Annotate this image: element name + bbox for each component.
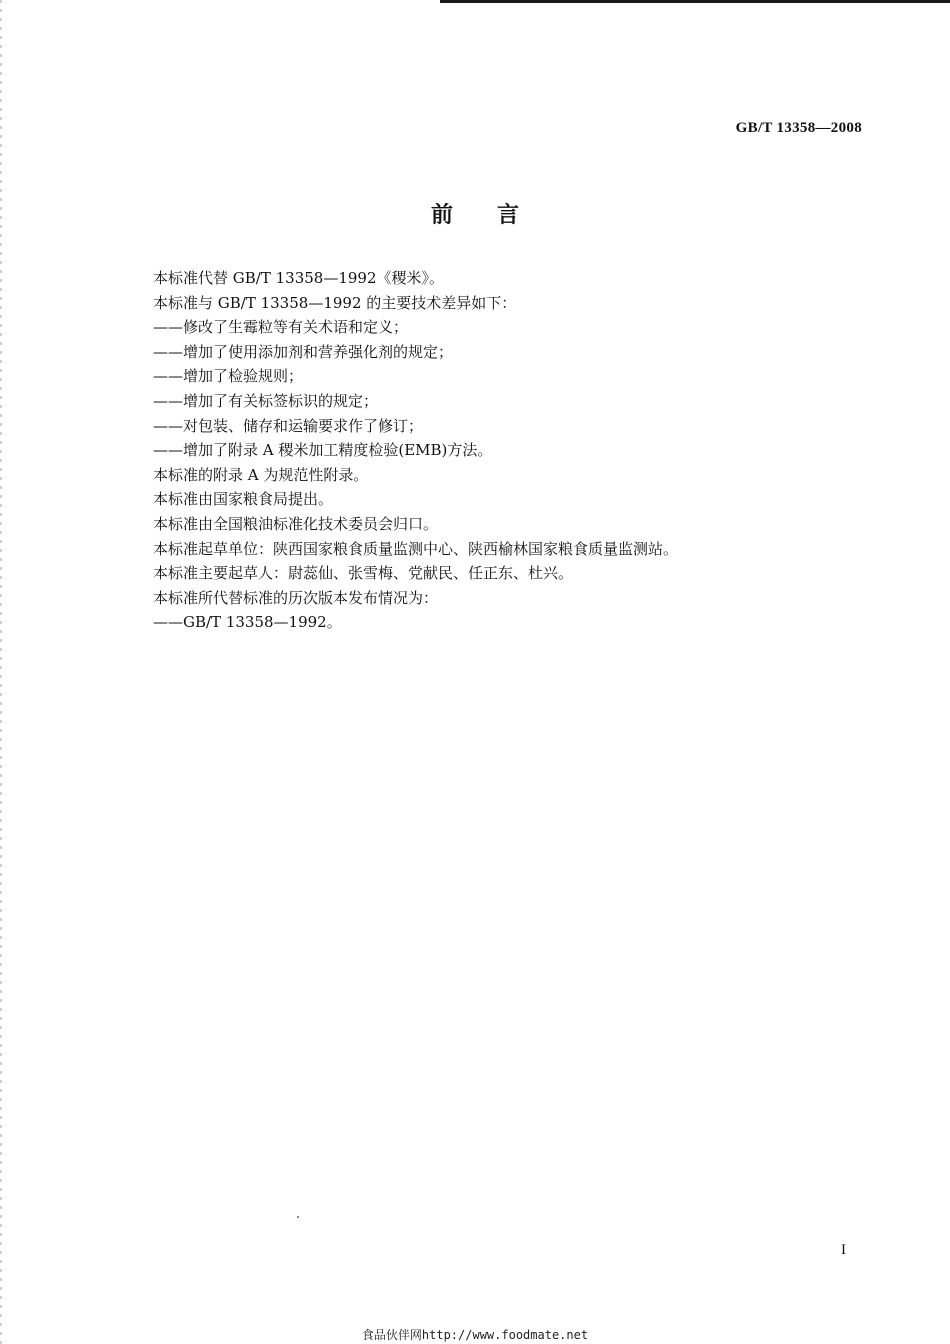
list-item: ——增加了有关标签标识的规定；: [153, 391, 379, 410]
scan-speck: [297, 1216, 299, 1218]
paragraph-line: 本标准与 GB/T 13358—1992 的主要技术差异如下：: [153, 293, 517, 312]
paragraph-line: 本标准起草单位：陕西国家粮食质量监测中心、陕西榆林国家粮食质量监测站。: [153, 539, 679, 558]
list-item: ——增加了附录 A 稷米加工精度检验(EMB)方法。: [153, 441, 493, 460]
page-title: 前言: [430, 203, 563, 228]
list-item: ——GB/T 13358—1992。: [153, 613, 342, 632]
list-item: ——修改了生霉粒等有关术语和定义；: [153, 318, 409, 337]
top-rule: [440, 0, 950, 3]
paragraph-line: 本标准所代替标准的历次版本发布情况为：: [153, 588, 439, 607]
paragraph-line: 本标准由国家粮食局提出。: [153, 490, 334, 509]
list-item: ——增加了使用添加剂和营养强化剂的规定；: [153, 342, 454, 361]
standard-number: GB/T 13358—2008: [735, 120, 862, 136]
foreword-body: [153, 266, 873, 635]
paragraph-line: 本标准由全国粮油标准化技术委员会归口。: [153, 514, 439, 533]
paragraph-line: 本标准代替 GB/T 13358—1992《稷米》。: [153, 269, 444, 287]
list-item: ——对包装、储存和运输要求作了修订；: [153, 416, 424, 435]
footer-watermark: 食品伙伴网http://www.foodmate.net: [361, 1328, 589, 1342]
list-item: ——增加了检验规则；: [153, 367, 304, 386]
page-number: I: [841, 1242, 846, 1258]
paragraph-line: 本标准的附录 A 为规范性附录。: [153, 465, 369, 484]
paragraph-line: 本标准主要起草人：尉蕊仙、张雪梅、党献民、任正东、杜兴。: [153, 564, 574, 583]
